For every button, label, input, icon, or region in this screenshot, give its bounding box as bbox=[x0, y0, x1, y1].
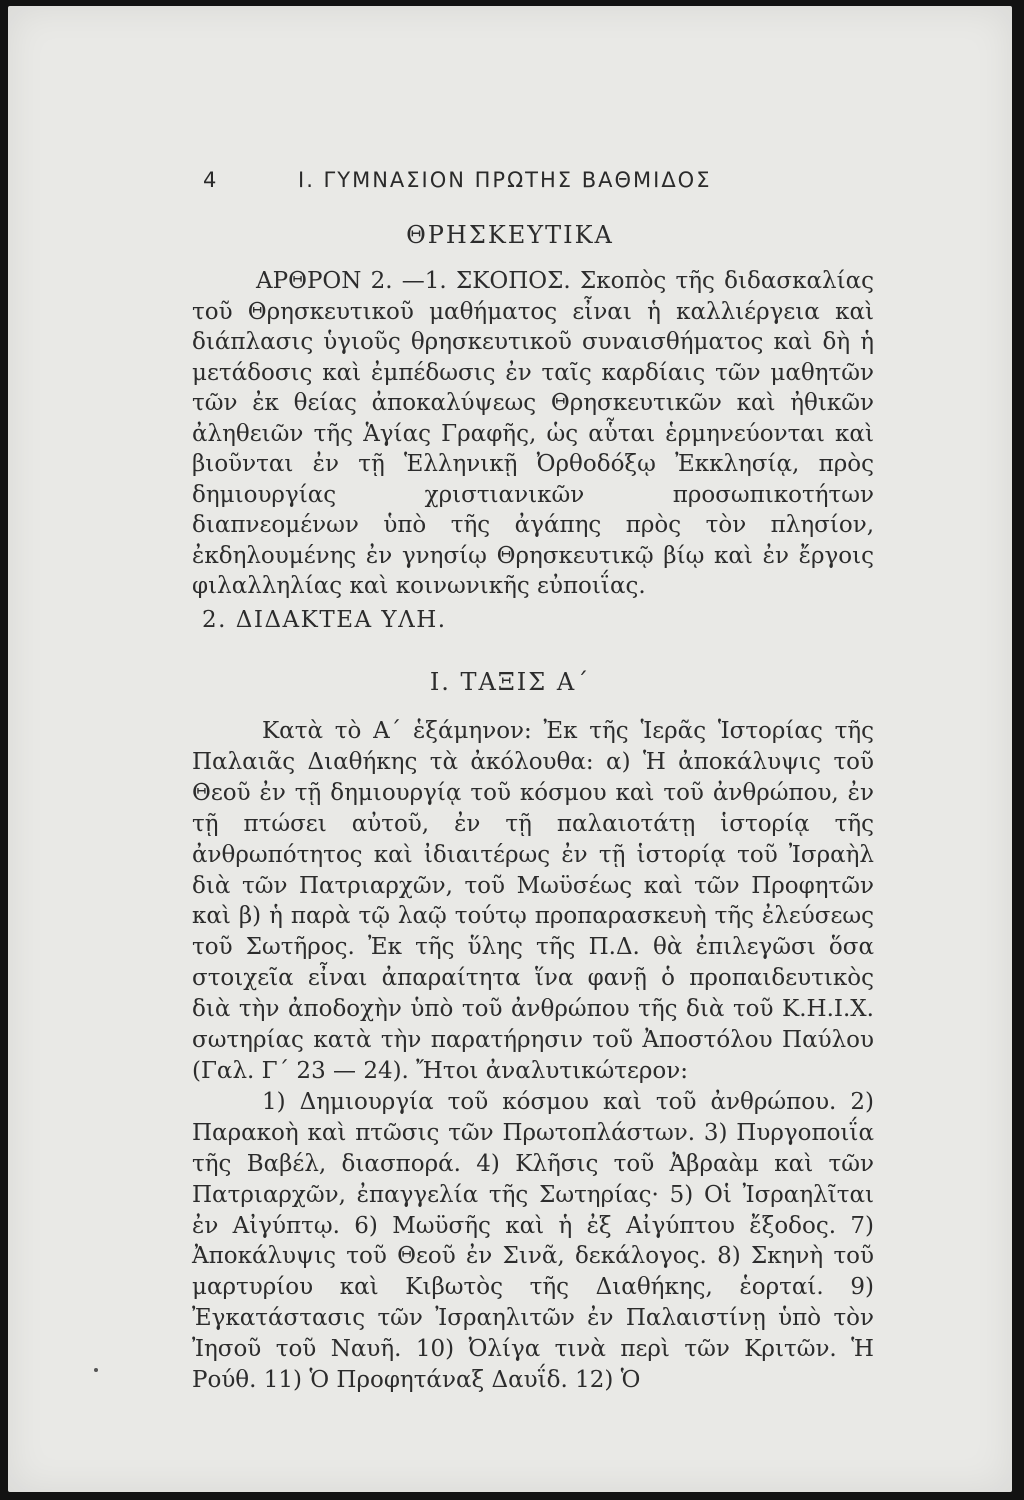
article-2-heading: ΑΡΘΡΟΝ 2. —1. ΣΚΟΠΟΣ. bbox=[256, 268, 571, 294]
semester-paragraph: Κατὰ τὸ Α΄ ἑξάμηνον: Ἐκ τῆς Ἱερᾶς Ἱστορίας τῆς Παλαιᾶς Διαθήκης τὰ ἀκόλουθα: α) Ἡ ἀποκάλυψις τοῦ Θεοῦ ἐν τῇ δημιουργίᾳ τοῦ κόσμου καὶ τοῦ ἀνθρώπου, ἐν τῇ πτώσει αὐτοῦ, ἐν τῇ παλαιοτάτῃ ἱστορίᾳ τῆς ἀνθρωπότητος καὶ ἰδιαιτέρως ἐν τῇ ἱστορίᾳ τοῦ Ἰσραὴλ διὰ τῶν Πατριαρχῶν, τοῦ Μωϋσέως καὶ τῶν Προφητῶν καὶ β) ἡ παρὰ τῷ λαῷ τούτῳ προπαρασκευὴ τῆς ἐλεύσεως τοῦ Σωτῆρος. Ἐκ τῆς ὕλης τῆς Π.Δ. θὰ ἐπιλεγῶσι ὅσα στοιχεῖα εἶναι ἀπαραίτητα ἵνα φανῇ ὁ προπαιδευτικὸς διὰ τὴν ἀποδοχὴν ὑπὸ τοῦ ἀνθρώπου τῆς διὰ τοῦ Κ.Η.Ι.Χ. σωτηρίας κατὰ τὴν παρατήρησιν τοῦ Ἀποστόλου Παύλου (Γαλ. Γ΄ 23 — 24). Ἤτοι ἀναλυτικώτερον: bbox=[192, 718, 874, 1084]
article-2-paragraph bbox=[192, 266, 874, 602]
running-head bbox=[203, 168, 803, 192]
topics-list-paragraph: 1) Δημιουργία τοῦ κόσμου καὶ τοῦ ἀνθρώπου. 2) Παρακοὴ καὶ πτῶσις τῶν Πρωτοπλάστων. 3) Πυργοποιΐα τῆς Βαβέλ, διασπορά. 4) Κλῆσις τοῦ Ἀβραὰμ καὶ τῶν Πατριαρχῶν, ἐπαγγελία τῆς Σωτηρίας· 5) Οἱ Ἰσραηλῖται ἐν Αἰγύπτῳ. 6) Μωϋσῆς καὶ ἡ ἐξ Αἰγύπτου ἔξοδος. 7) Ἀποκάλυψις τοῦ Θεοῦ ἐν Σινᾶ, δεκάλογος. 8) Σκηνὴ τοῦ μαρτυρίου καὶ Κιβωτὸς τῆς Διαθήκης, ἑορταί. 9) Ἐγκατάστασις τῶν Ἰσραηλιτῶν ἐν Παλαιστίνῃ ὑπὸ τὸν Ἰησοῦ τοῦ Ναυῆ. 10) Ὀλίγα τινὰ περὶ τῶν Κριτῶν. Ἡ Ρούθ. 11) Ὁ Προφητάναξ Δαυΐδ. 12) Ὁ bbox=[192, 1088, 874, 1394]
article-2-body: Σκοπὸς τῆς διδασκαλίας τοῦ Θρησκευτικοῦ μαθήματος εἶναι ἡ καλλιέργεια καὶ διάπλασις ὑγιοῦς θρησκευτικοῦ συναισθήματος καὶ δὴ ἡ μετάδοσις καὶ ἐμπέδωσις ἐν ταῖς καρδίαις τῶν μαθητῶν τῶν ἐκ θείας ἀποκαλύψεως Θρησκευτικῶν καὶ ἠθικῶν ἀληθειῶν τῆς Ἁγίας Γραφῆς, ὡς αὗται ἑρμηνεύονται καὶ βιοῦνται ἐν τῇ Ἑλληνικῇ Ὀρθοδόξῳ Ἐκκλησίᾳ, πρὸς δημιουργίας χριστιανικῶν προσωπικοτήτων διαπνεομένων ὑπὸ τῆς ἀγάπης πρὸς τὸν πλησίον, ἐκδηλουμένης ἐν γνησίῳ Θρησκευτικῷ βίῳ καὶ ἐν ἔργοις φιλαλληλίας καὶ κοινωνικῆς εὐποιΐας. bbox=[192, 268, 875, 599]
class-a-heading: Ι. ΤΑΞΙΣ Α΄ bbox=[429, 668, 591, 696]
article-2-section bbox=[192, 266, 874, 602]
class-a-content bbox=[192, 716, 874, 1396]
page-number: 4 bbox=[203, 168, 217, 192]
section-heading-didaktea-yli: 2. ΔΙΔΑΚΤΕΑ ΥΛΗ. bbox=[202, 607, 447, 633]
scan-speck bbox=[94, 1368, 98, 1372]
running-head-title: Ι. ΓΥΜΝΑΣΙΟΝ ΠΡΩΤΗΣ ΒΑΘΜΙΔΟΣ bbox=[298, 168, 712, 192]
page-title: ΘΡΗΣΚΕΥΤΙΚΑ bbox=[406, 221, 614, 249]
document-page bbox=[8, 6, 1012, 1492]
